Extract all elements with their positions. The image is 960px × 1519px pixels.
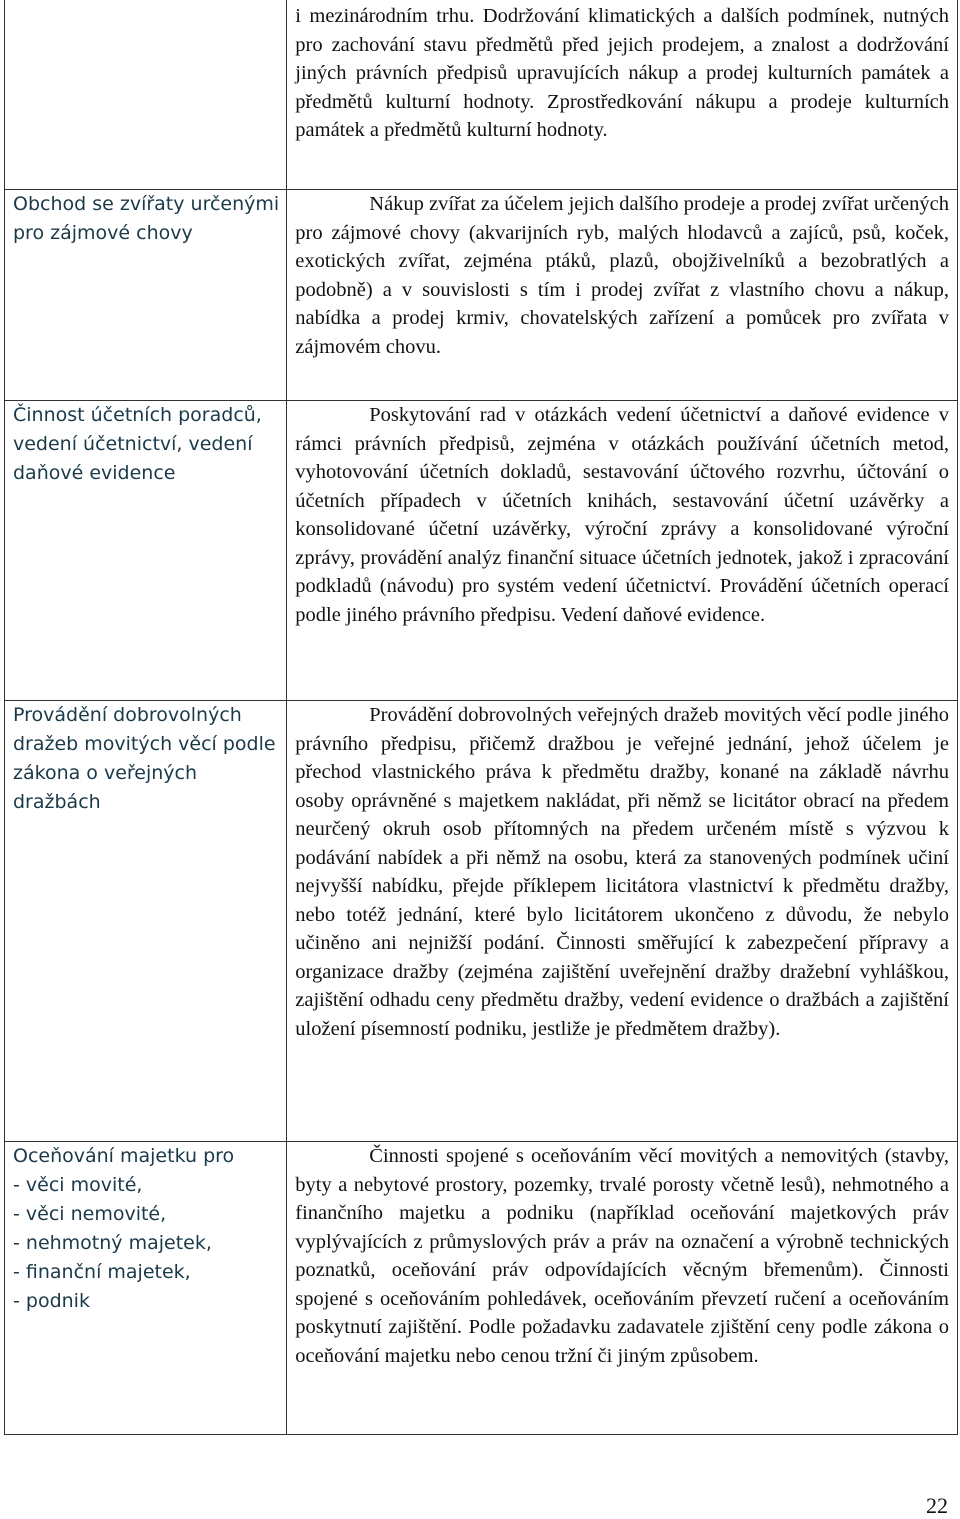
row-text-cell bbox=[287, 190, 958, 401]
row-label-cell bbox=[5, 1142, 287, 1435]
trade-descriptions-table bbox=[4, 0, 958, 1435]
row-description: i mezinárodním trhu. Dodržování klimatických a dalších podmínek, nutných pro zachování stavu předmětů před jejich prodejem, a znalost a dodržování jiných právních předpisů upravujících nákup a prodej kulturních památek a předmětů kulturní hodnoty. Zprostředkování nákupu a prodeje kulturních památek a předmětů kulturní hodnoty. bbox=[295, 5, 949, 141]
table-row bbox=[5, 190, 958, 401]
row-label: Oceňování majetku pro - věci movité, - věci nemovité, - nehmotný majetek, - finanční majetek, - podnik bbox=[13, 1145, 235, 1312]
row-text-cell bbox=[287, 701, 958, 1142]
table-row bbox=[5, 701, 958, 1142]
row-label: Provádění dobrovolných dražeb movitých věcí podle zákona o veřejných dražbách bbox=[13, 704, 276, 813]
row-text-cell bbox=[287, 0, 958, 190]
row-label-cell bbox=[5, 0, 287, 190]
table-row bbox=[5, 401, 958, 701]
row-label: Obchod se zvířaty určenými pro zájmové chovy bbox=[13, 193, 280, 244]
row-description: Poskytování rad v otázkách vedení účetnictví a daňové evidence v rámci právních předpisů, zejména v otázkách používání účetních metod, vyhotovování účetních dokladů, sestavování účtového rozvrhu, účtování o účetních případech v účetních knihách, sestavování účetní uzávěrky a konsolidované účetní uzávěrky, výroční zprávy a konsolidované výroční zprávy, provádění analýz finanční situace účetních jednotek, jakož i zpracování podkladů (návodu) pro systém vedení účetnictví. Provádění účetních operací podle jiného právního předpisu. Vedení daňové evidence. bbox=[295, 404, 949, 626]
row-description: Nákup zvířat za účelem jejich dalšího prodeje a prodej zvířat určených pro zájmové chovy (akvarijních ryb, malých hlodavců a zajíců, psů, koček, exotických zvířat, zejména ptáků, plazů, obojživelníků a bezobratlých a podobně) a v souvislosti s tím i prodej zvířat z vlastního chovu a nákup, nabídka a prodej krmiv, chovatelských zařízení a pomůcek pro zvířata v zájmovém chovu. bbox=[295, 193, 949, 358]
table-row bbox=[5, 1142, 958, 1435]
row-label-cell bbox=[5, 401, 287, 701]
row-description: Činnosti spojené s oceňováním věcí movitých a nemovitých (stavby, byty a nebytové prostory, pozemky, trvalé porosty včetně lesů), nehmotného a finančního majetku a podniku (například oceňování majetkových práv vyplývajících z průmyslových práv a práv na označení a výrobně technických poznatků, oceňování práv odpovídajících věcným břemenům). Činnosti spojené s oceňováním pohledávek, oceňováním převzetí ručení a oceňováním poskytnutí zajištění. Podle požadavku zadavatele zjištění ceny podle zákona o oceňování majetku nebo cenou tržní či jiným způsobem. bbox=[295, 1145, 949, 1367]
row-description: Provádění dobrovolných veřejných dražeb movitých věcí podle jiného právního předpisu, přičemž dražbou je veřejné jednání, jehož účelem je přechod vlastnického práva k předmětu dražby, konané na základě návrhu osoby oprávněné s majetkem nakládat, při němž se licitátor obrací na předem neurčený okruh osob přítomných na předem určeném místě s výzvou k podávání nabídek a při němž na osobu, která za stanovených podmínek učiní nejvyšší nabídku, přejde příklepem licitátora vlastnictví k předmětu dražby, nebo totéž jednání, které bylo licitátorem ukončeno z důvodu, že nebylo učiněno ani nejnižší podání. Činnosti směřující k zabezpečení přípravy a organizace dražby (zejména zajištění uveřejnění dražby dražební vyhláškou, zajištění odhadu ceny předmětu dražby, vedení evidence o dražbách a zajištění uložení písemností podniku, jestliže je předmětem dražby). bbox=[295, 704, 949, 1040]
row-label: Činnost účetních poradců, vedení účetnictví, vedení daňové evidence bbox=[13, 404, 262, 484]
row-text-cell bbox=[287, 401, 958, 701]
row-text-cell bbox=[287, 1142, 958, 1435]
page-number: 22 bbox=[926, 1493, 948, 1518]
row-label-cell bbox=[5, 190, 287, 401]
table-row bbox=[5, 0, 958, 190]
row-label-cell bbox=[5, 701, 287, 1142]
